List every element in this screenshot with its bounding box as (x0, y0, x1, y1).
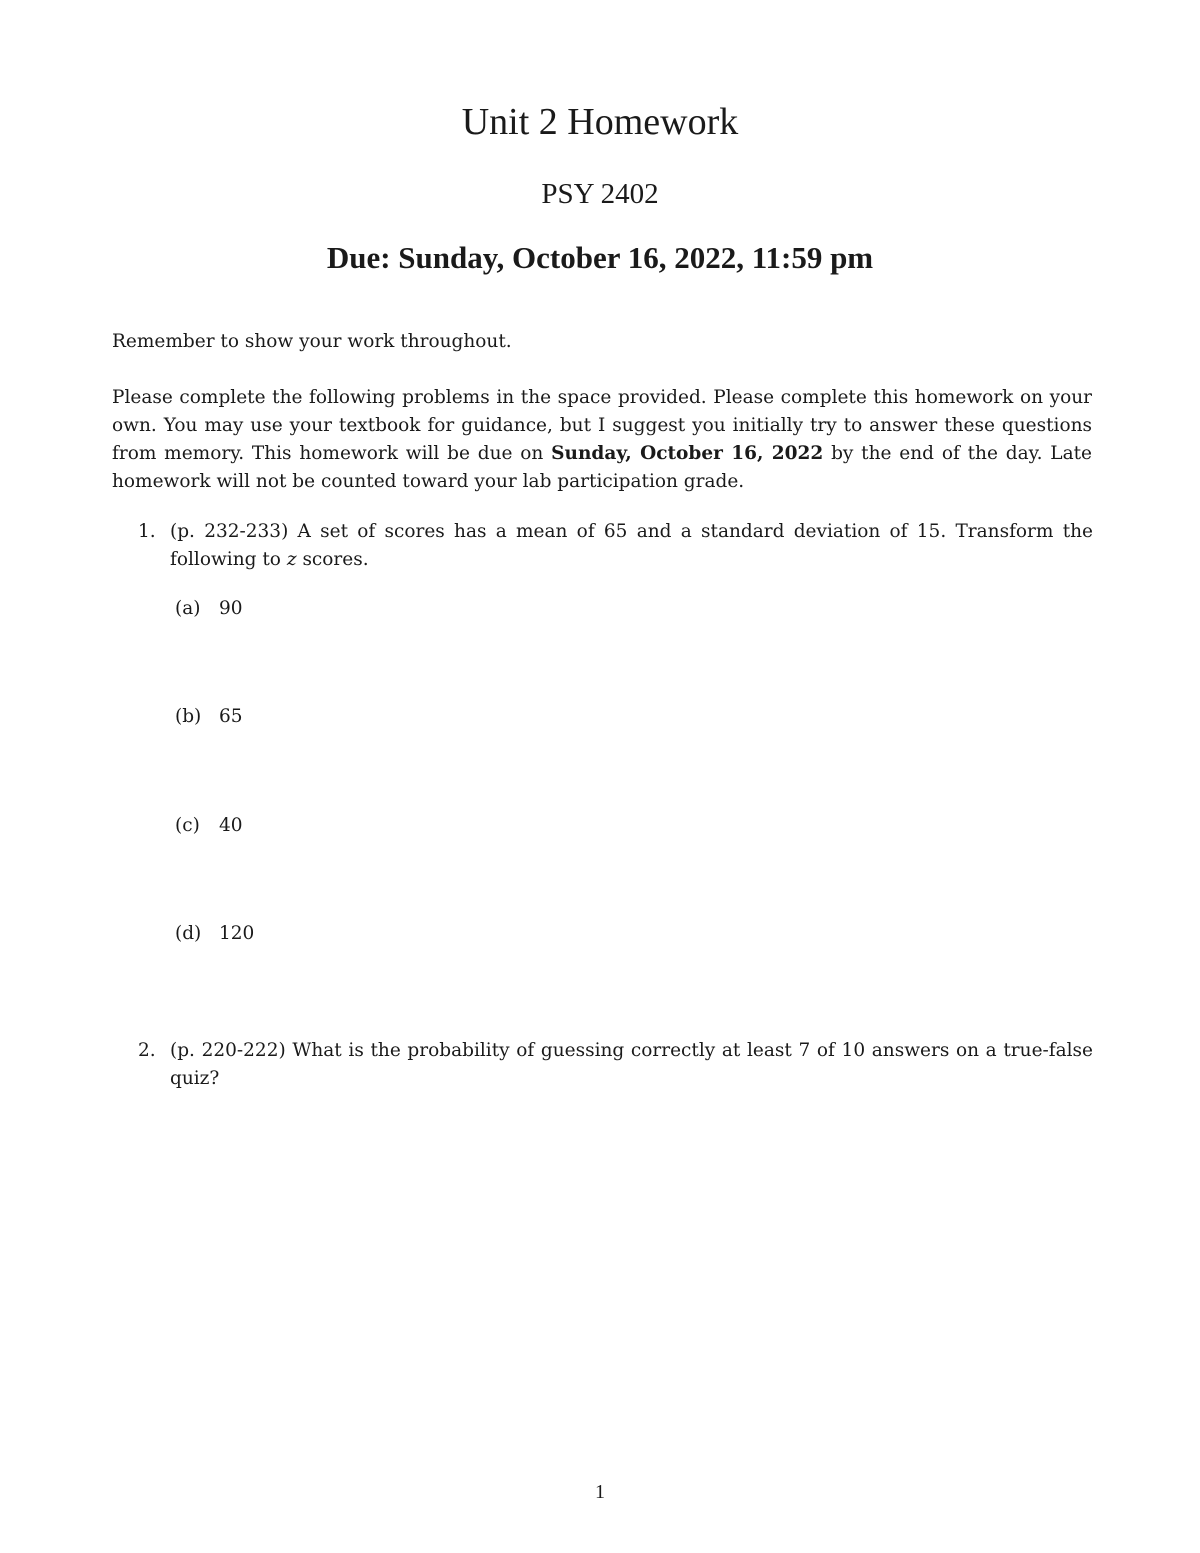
z-variable: z (286, 549, 297, 570)
problem-text: (p. 220-222) What is the probability of guessing correctly at least 7 of 10 answers on a true-false quiz? (170, 1040, 1093, 1089)
document-title: Unit 2 Homework (461, 101, 739, 143)
instructions-due-date: Sunday, October 16, 2022 (551, 443, 824, 464)
subpart-label: (a) (175, 598, 201, 619)
instructions-paragraph (112, 384, 1092, 496)
reminder-text: Remember to show your work throughout. (112, 331, 512, 352)
subpart-a (175, 595, 243, 623)
subpart-value: 40 (219, 815, 243, 836)
problem-text-start: (p. 232-233) A set of scores has a mean of 65 and a standard deviation of 15. Transform the following to (170, 521, 1093, 570)
subpart-label: (b) (175, 706, 202, 727)
course-code: PSY 2402 (541, 178, 659, 210)
subpart-label: (d) (175, 923, 202, 944)
due-date-heading: Due: Sunday, October 16, 2022, 11:59 pm (326, 240, 874, 275)
problem-1 (138, 518, 1093, 574)
problem-2 (138, 1037, 1093, 1093)
problem-number: 1. (138, 521, 156, 542)
problem-number: 2. (138, 1040, 156, 1061)
subpart-b (175, 703, 243, 731)
problem-text (138, 518, 1093, 574)
instructions-text-end: by the end of the day. Late homework will not be counted toward your lab participation grade. (112, 443, 1092, 492)
subpart-label: (c) (175, 815, 200, 836)
problem-text-end: scores. (296, 549, 369, 570)
subpart-value: 90 (219, 598, 243, 619)
subpart-c (175, 812, 243, 840)
subpart-value: 120 (219, 923, 255, 944)
page-number: 1 (595, 1481, 605, 1503)
subpart-value: 65 (219, 706, 243, 727)
instructions-text-start: Please complete the following problems in the space provided. Please complete this homework on your own. You may use your textbook for guidance, but I suggest you initially try to answer these questions from memory. This homework will be due on (112, 387, 1092, 464)
subpart-d (175, 920, 254, 948)
